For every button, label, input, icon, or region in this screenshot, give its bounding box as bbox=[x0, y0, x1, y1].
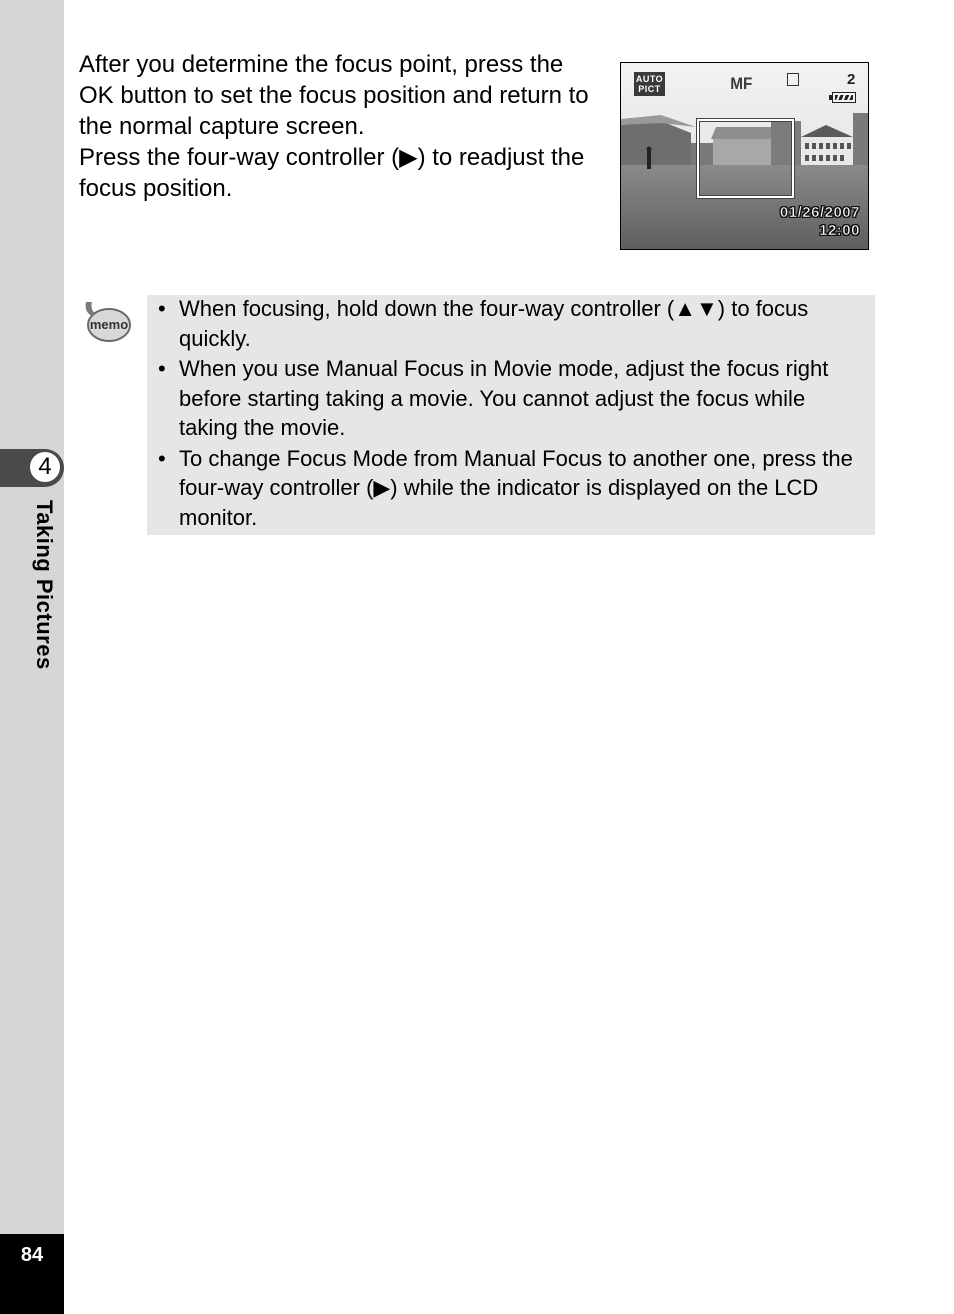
memo-list bbox=[158, 294, 868, 533]
auto-picture-mode-icon: AUTO PICT bbox=[635, 74, 664, 94]
intro-text bbox=[79, 49, 604, 204]
battery-icon bbox=[832, 92, 856, 103]
page-number: 84 bbox=[20, 1244, 44, 1266]
svg-text:memo: memo bbox=[89, 317, 129, 332]
remaining-shots-count: 2 bbox=[847, 71, 856, 88]
intro-paragraph-2: Press the four-way controller (▶) to readjust the focus position. bbox=[79, 144, 585, 202]
camera-lcd-screen bbox=[620, 62, 869, 250]
capture-time: 12:00 bbox=[819, 222, 860, 239]
memo-item: • When focusing, hold down the four-way controller (▲▼) to focus quickly. bbox=[158, 294, 868, 353]
memo-item: • To change Focus Mode from Manual Focus to another one, press the four-way controller (▶) while the indicator is displayed on the LCD monitor. bbox=[158, 444, 868, 533]
chapter-number: 4 bbox=[28, 450, 62, 484]
focus-frame bbox=[697, 119, 794, 198]
manual-focus-indicator: MF bbox=[730, 74, 753, 93]
memo-icon bbox=[80, 298, 132, 344]
memory-card-icon bbox=[787, 73, 799, 86]
intro-paragraph-1: After you determine the focus point, press the OK button to set the focus position and return to the normal capture screen. bbox=[79, 51, 589, 140]
chapter-title: Taking Pictures bbox=[32, 500, 57, 670]
capture-date: 01/26/2007 bbox=[779, 204, 860, 221]
memo-item: • When you use Manual Focus in Movie mode, adjust the focus right before starting taking a movie. You cannot adjust the focus while taking the movie. bbox=[158, 354, 868, 443]
